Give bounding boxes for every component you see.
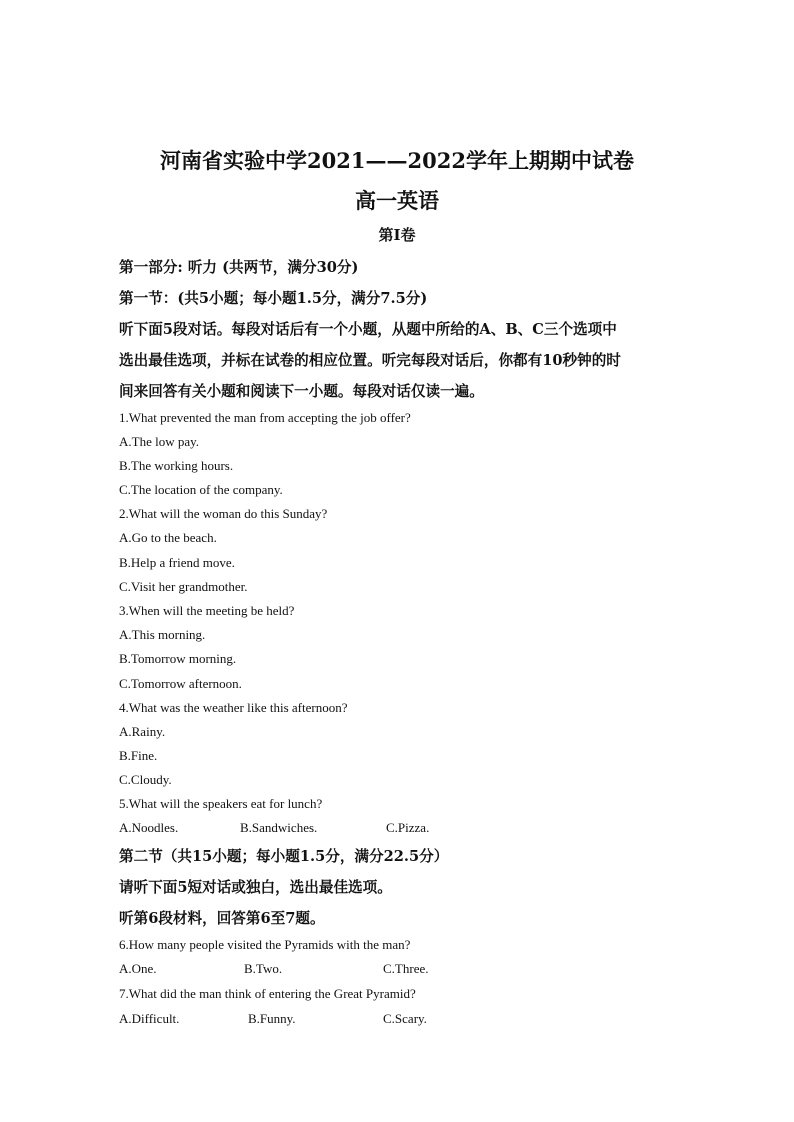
question-3: 3.When will the meeting be held? bbox=[119, 603, 295, 618]
section1-heading: 第一节：(共5小题；每小题1.5分，满分7.5分) bbox=[119, 290, 428, 307]
question-4-option-b: B.Fine. bbox=[119, 748, 158, 763]
question-4-option-c: C.Cloudy. bbox=[119, 772, 172, 787]
exam-volume: 第I卷 bbox=[378, 226, 416, 244]
question-7-option-b: B.Funny. bbox=[248, 1011, 296, 1026]
question-1-option-a: A.The low pay. bbox=[119, 434, 200, 449]
question-6: 6.How many people visited the Pyramids with the man? bbox=[119, 937, 411, 952]
question-2: 2.What will the woman do this Sunday? bbox=[119, 506, 328, 521]
question-4: 4.What was the weather like this afternoon? bbox=[119, 700, 348, 715]
instruction-line-1: 听下面5段对话。每段对话后有一个小题，从题中所给的A、B、C三个选项中 bbox=[119, 321, 617, 338]
question-7-option-c: C.Scary. bbox=[383, 1011, 427, 1026]
material6-heading: 听第6段材料，回答第6至7题。 bbox=[119, 910, 325, 927]
part1-heading: 第一部分: 听力 (共两节，满分30分) bbox=[119, 259, 359, 276]
instruction-line-3: 间来回答有关小题和阅读下一小题。每段对话仅读一遍。 bbox=[119, 383, 484, 400]
question-3-option-a: A.This morning. bbox=[119, 627, 206, 642]
question-5-option-c: C.Pizza. bbox=[386, 820, 430, 835]
question-2-option-b: B.Help a friend move. bbox=[119, 555, 235, 570]
question-1-option-c: C.The location of the company. bbox=[119, 482, 283, 497]
question-6-option-b: B.Two. bbox=[244, 961, 283, 976]
instruction-line-2: 选出最佳选项，并标在试卷的相应位置。听完每段对话后，你都有10秒钟的时 bbox=[119, 352, 621, 369]
question-1-option-b: B.The working hours. bbox=[119, 458, 234, 473]
section2-instruction: 请听下面5短对话或独白，选出最佳选项。 bbox=[119, 879, 392, 896]
question-2-option-c: C.Visit her grandmother. bbox=[119, 579, 248, 594]
question-6-option-c: C.Three. bbox=[383, 961, 429, 976]
question-2-option-a: A.Go to the beach. bbox=[119, 530, 217, 545]
question-3-option-c: C.Tomorrow afternoon. bbox=[119, 676, 242, 691]
question-7: 7.What did the man think of entering the Great Pyramid? bbox=[119, 986, 416, 1001]
question-6-option-a: A.One. bbox=[119, 961, 157, 976]
question-5-option-a: A.Noodles. bbox=[119, 820, 179, 835]
question-3-option-b: B.Tomorrow morning. bbox=[119, 651, 237, 666]
exam-title: 河南省实验中学2021——2022学年上期期中试卷 bbox=[160, 148, 634, 173]
exam-subject: 高一英语 bbox=[355, 188, 439, 213]
question-7-option-a: A.Difficult. bbox=[119, 1011, 180, 1026]
question-5-option-b: B.Sandwiches. bbox=[240, 820, 318, 835]
question-4-option-a: A.Rainy. bbox=[119, 724, 166, 739]
question-5: 5.What will the speakers eat for lunch? bbox=[119, 796, 323, 811]
section2-heading: 第二节（共15小题；每小题1.5分，满分22.5分） bbox=[119, 848, 449, 865]
question-1: 1.What prevented the man from accepting the job offer? bbox=[119, 410, 411, 425]
